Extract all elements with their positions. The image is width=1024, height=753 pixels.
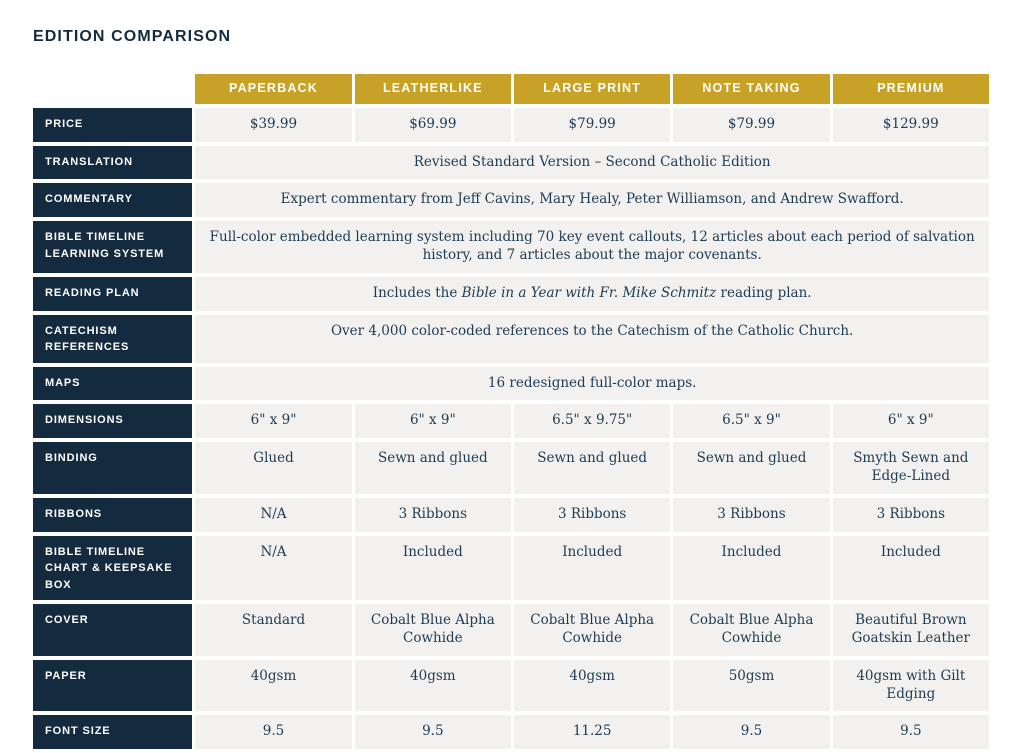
table-cell: Included <box>355 536 511 601</box>
table-cell: $79.99 <box>673 108 829 142</box>
table-row-bible-timeline-chart-keepsake-box <box>33 536 989 601</box>
table-cell: Cobalt Blue Alpha Cowhide <box>514 604 670 656</box>
table-row-maps <box>33 367 989 401</box>
table-cell: 40gsm with Gilt Edging <box>833 660 989 712</box>
table-cell: $129.99 <box>833 108 989 142</box>
table-cell: Beautiful Brown Goatskin Leather <box>833 604 989 656</box>
table-cell: 40gsm <box>514 660 670 712</box>
table-row-commentary <box>33 183 989 217</box>
row-label-price: PRICE <box>33 108 192 142</box>
table-row-paper <box>33 660 989 712</box>
table-cell-span: Full-color embedded learning system including 70 key event callouts, 12 articles about each period of salvation history, and 7 articles about the major covenants. <box>195 221 989 273</box>
edition-comparison-table <box>30 70 992 753</box>
table-cell: 3 Ribbons <box>355 498 511 532</box>
row-label-dimensions: DIMENSIONS <box>33 404 192 438</box>
table-cell: 6.5" x 9" <box>673 404 829 438</box>
table-row-binding <box>33 442 989 494</box>
table-cell: 3 Ribbons <box>673 498 829 532</box>
row-label-font-size: FONT SIZE <box>33 715 192 749</box>
table-cell: 9.5 <box>195 715 351 749</box>
column-header-leatherlike: LEATHERLIKE <box>355 74 511 104</box>
table-cell: Sewn and glued <box>673 442 829 494</box>
table-cell: 6" x 9" <box>355 404 511 438</box>
table-cell: Cobalt Blue Alpha Cowhide <box>355 604 511 656</box>
table-row-bible-timeline-learning-system <box>33 221 989 273</box>
table-row-cover <box>33 604 989 656</box>
reading-plan-prefix: Includes the <box>372 284 462 301</box>
table-cell: 9.5 <box>673 715 829 749</box>
table-cell-span: Expert commentary from Jeff Cavins, Mary Healy, Peter Williamson, and Andrew Swafford. <box>195 183 989 217</box>
table-cell: 40gsm <box>195 660 351 712</box>
table-cell: 6.5" x 9.75" <box>514 404 670 438</box>
table-cell: Sewn and glued <box>355 442 511 494</box>
table-row-ribbons <box>33 498 989 532</box>
column-header-premium: PREMIUM <box>833 74 989 104</box>
table-cell-span: 16 redesigned full-color maps. <box>195 367 989 401</box>
column-header-large-print: LARGE PRINT <box>514 74 670 104</box>
table-cell: 50gsm <box>673 660 829 712</box>
table-cell: 6" x 9" <box>195 404 351 438</box>
table-row-price <box>33 108 989 142</box>
table-cell: $79.99 <box>514 108 670 142</box>
table-cell: Included <box>673 536 829 601</box>
header-row <box>33 74 989 104</box>
table-row-catechism-references <box>33 315 989 363</box>
table-row-font-size <box>33 715 989 749</box>
table-cell: Included <box>833 536 989 601</box>
table-cell: 11.25 <box>514 715 670 749</box>
table-cell: 3 Ribbons <box>514 498 670 532</box>
table-cell: Smyth Sewn and Edge-Lined <box>833 442 989 494</box>
page-title: EDITION COMPARISON <box>33 28 232 45</box>
table-cell: Standard <box>195 604 351 656</box>
row-label-paper: PAPER <box>33 660 192 712</box>
column-header-note-taking: NOTE TAKING <box>673 74 829 104</box>
row-label-bible-timeline-learning-system: BIBLE TIMELINE LEARNING SYSTEM <box>33 221 192 273</box>
row-label-catechism-references: CATECHISM REFERENCES <box>33 315 192 363</box>
table-cell: 9.5 <box>355 715 511 749</box>
column-header-paperback: PAPERBACK <box>195 74 351 104</box>
reading-plan-suffix: reading plan. <box>716 284 812 301</box>
table-cell: 3 Ribbons <box>833 498 989 532</box>
row-label-binding: BINDING <box>33 442 192 494</box>
row-label-maps: MAPS <box>33 367 192 401</box>
table-cell: Cobalt Blue Alpha Cowhide <box>673 604 829 656</box>
table-cell: 6" x 9" <box>833 404 989 438</box>
table-cell: 9.5 <box>833 715 989 749</box>
corner-blank-cell <box>33 74 192 104</box>
table-row-dimensions <box>33 404 989 438</box>
table-cell: 40gsm <box>355 660 511 712</box>
row-label-commentary: COMMENTARY <box>33 183 192 217</box>
table-cell: Sewn and glued <box>514 442 670 494</box>
table-cell: Glued <box>195 442 351 494</box>
row-label-ribbons: RIBBONS <box>33 498 192 532</box>
table-cell: Included <box>514 536 670 601</box>
table-cell: N/A <box>195 498 351 532</box>
table-cell: N/A <box>195 536 351 601</box>
table-row-reading-plan <box>33 277 989 311</box>
row-label-translation: TRANSLATION <box>33 146 192 180</box>
row-label-cover: COVER <box>33 604 192 656</box>
reading-plan-title-italic: Bible in a Year with Fr. Mike Schmitz <box>461 284 717 301</box>
row-label-reading-plan: READING PLAN <box>33 277 192 311</box>
table-cell: $39.99 <box>195 108 351 142</box>
table-cell-span <box>195 277 989 311</box>
table-cell-span: Over 4,000 color-coded references to the Catechism of the Catholic Church. <box>195 315 989 363</box>
table-cell: $69.99 <box>355 108 511 142</box>
table-row-translation <box>33 146 989 180</box>
table-cell-span: Revised Standard Version – Second Catholic Edition <box>195 146 989 180</box>
row-label-bible-timeline-chart-keepsake-box: BIBLE TIMELINE CHART & KEEPSAKE BOX <box>33 536 192 601</box>
